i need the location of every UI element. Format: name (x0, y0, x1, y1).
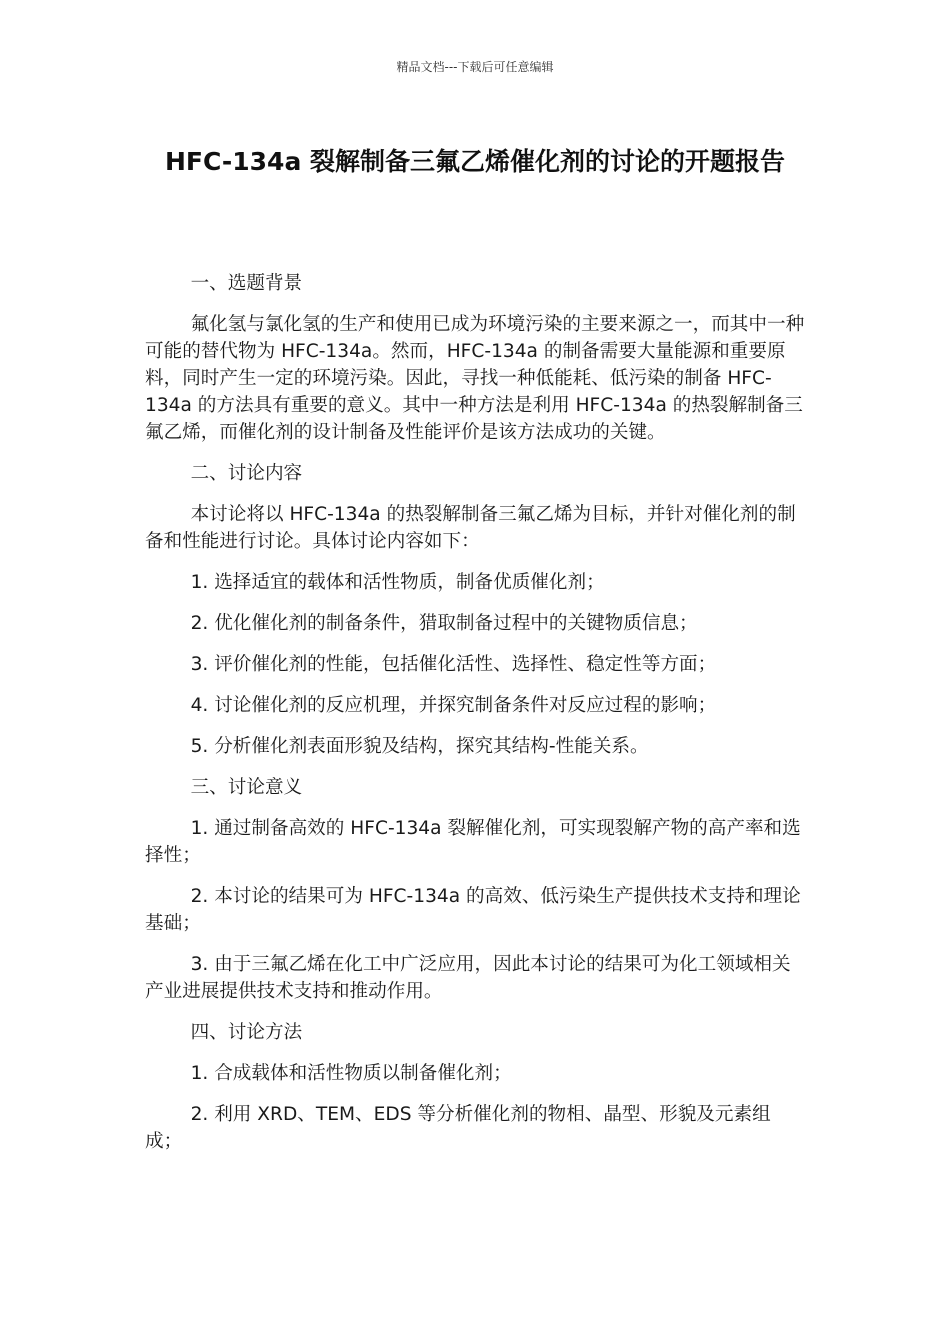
list-item: 1. 通过制备高效的 HFC-134a 裂解催化剂，可实现裂解产物的高产率和选择性； (145, 818, 801, 866)
section-significance (145, 774, 805, 1005)
list-item: 4. 讨论催化剂的反应机理，并探究制备条件对反应过程的影响； (190, 695, 717, 716)
section-heading: 二、讨论内容 (190, 463, 303, 484)
paragraph: 氟化氢与氯化氢的生产和使用已成为环境污染的主要来源之一，而其中一种可能的替代物为 HFC-134a。然而，HFC-134a 的制备需要大量能源和重要原料，同时产生一定的环境污染。因此，寻找一种低能耗、低污染的制备 HFC-134a 的方法具有重要的意义。其中一种方法是利用 HFC-134a 的热裂解制备三氟乙烯，而催化剂的设计制备及性能评价是该方法成功的关键。 (145, 314, 805, 443)
section-methods (145, 1019, 805, 1155)
list-item: 2. 优化催化剂的制备条件，猎取制备过程中的关键物质信息； (190, 613, 698, 634)
page-header-watermark: 精品文档---下载后可任意编辑 (396, 60, 554, 74)
list-item: 1. 选择适宜的载体和活性物质，制备优质催化剂； (190, 572, 605, 593)
paragraph: 本讨论将以 HFC-134a 的热裂解制备三氟乙烯为目标，并针对催化剂的制备和性能进行讨论。具体讨论内容如下： (145, 504, 796, 552)
section-content (145, 460, 805, 760)
significance-list (145, 815, 805, 1005)
document-title: HFC-134a 裂解制备三氟乙烯催化剂的讨论的开题报告 (164, 147, 786, 176)
section-heading: 三、讨论意义 (190, 777, 303, 798)
list-item: 3. 评价催化剂的性能，包括催化活性、选择性、稳定性等方面； (190, 654, 717, 675)
list-item: 2. 利用 XRD、TEM、EDS 等分析催化剂的物相、晶型、形貌及元素组成； (145, 1104, 771, 1152)
list-item: 1. 合成载体和活性物质以制备催化剂； (190, 1063, 512, 1084)
section-heading: 四、讨论方法 (190, 1022, 303, 1043)
methods-list (145, 1060, 805, 1155)
document-body (145, 270, 805, 1169)
section-background (145, 270, 805, 446)
section-heading: 一、选题背景 (190, 273, 303, 294)
list-item: 2. 本讨论的结果可为 HFC-134a 的高效、低污染生产提供技术支持和理论基础； (145, 886, 801, 934)
content-list (145, 569, 805, 760)
list-item: 3. 由于三氟乙烯在化工中广泛应用，因此本讨论的结果可为化工领域相关产业进展提供技术支持和推动作用。 (145, 954, 791, 1002)
list-item: 5. 分析催化剂表面形貌及结构，探究其结构-性能关系。 (190, 736, 649, 757)
